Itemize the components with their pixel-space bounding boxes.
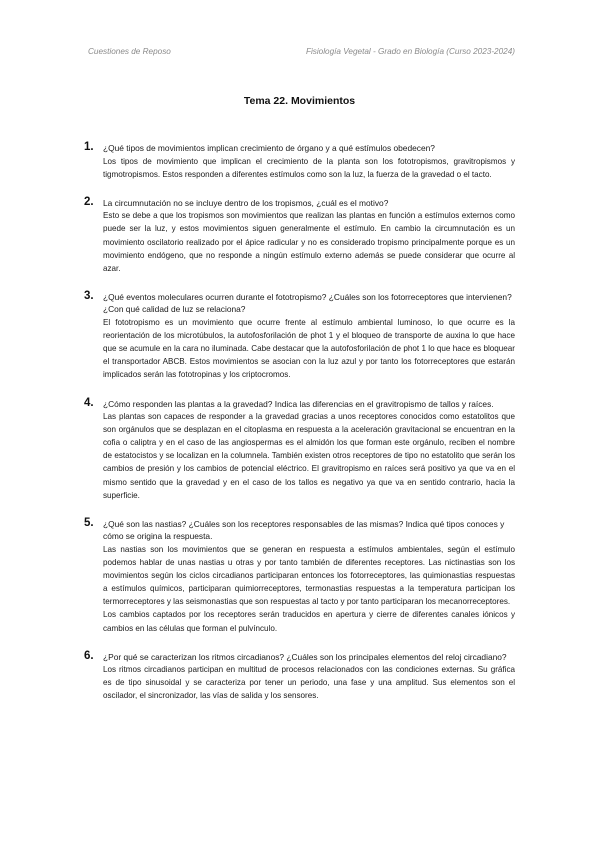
answer-paragraph: El fototropismo es un movimiento que ocurre frente al estímulo ambiental luminoso, lo que ocurre es la reorientación de los microtúbulos, la autofosforilación de phot 1 y el bloqueo de transporte de auxina lo que hace que se acumule en la cara no iluminada. Cabe destacar que la autofosforilación de phot 1 lo que hace es bloquear el transportador ABCB. Estos movimientos se asocian con la luz azul y por tanto los fotorreceptores que estarán implicados serán las fototropinas y los criptocromos. — [103, 318, 515, 380]
answer-paragraph: Las nastias son los movimientos que se generan en respuesta a estímulos ambientales, según el estímulo podemos hablar de unas nastias u otras y por tanto también de diferentes receptores. Las nictinastias son los movimientos según los ciclos circadianos participaran entonces los fotorreceptores, las quimionastias respuestas a estímulos químicos, participaran quimiorreceptores, termonastias respuestas a la temperatura participan los termorreceptores y las seismonastias que son respuestas al tacto y por tanto participaran los mecanorreceptores. — [103, 544, 515, 607]
question-block-5 — [84, 516, 515, 635]
question-block-6 — [84, 649, 515, 703]
question-number: 3. — [84, 289, 94, 302]
question-number: 2. — [84, 195, 94, 208]
answer-paragraph: Las plantas son capaces de responder a la gravedad gracias a unos receptores conocidos como estatolitos que son orgánulos que se desplazan en el citoplasma en respuesta a la aceleración gravitacional se encuentran en la cofia o caliptra y en el caso de las angiospermas es el almidón los que forman este orgánulo, reciben el nombre de estatocistos y se localizan en la columnela. También existen otros receptores de tipo no estatolito que serán los cambios de presión y los cambios de potencial eléctrico. El gravitropismo en raíces será positivo ya que va en el mismo sentido que la gravedad y en el caso de los tallos es negativo ya que va en sentido contrario, hacia la superficie. — [103, 412, 515, 500]
question-text: La circumnutación no se incluye dentro de los tropismos, ¿cuál es el motivo? — [103, 197, 389, 208]
document-title: Tema 22. Movimientos — [243, 95, 356, 107]
answer-paragraph: Los tipos de movimiento que implican el crecimiento de la planta son los fototropismos, gravitropismos y tigmotropismos. Estos responden a diferentes estímulos como son la luz, la fuerza de la gravedad o el tacto. — [103, 156, 515, 179]
question-block-4 — [84, 396, 515, 502]
answer-text — [103, 410, 515, 502]
question-number: 5. — [84, 516, 94, 529]
answer-text — [103, 155, 515, 181]
question-block-3 — [84, 289, 515, 382]
question-text: ¿Qué son las nastias? ¿Cuáles son los receptores responsables de las mismas? Indica qué tipos conoces y cómo se origina la respuesta. — [103, 518, 505, 542]
question-text: ¿Qué eventos moleculares ocurren durante el fototropismo? ¿Cuáles son los fotorreceptores que intervienen? ¿Con qué calidad de luz se relaciona? — [103, 291, 512, 315]
answer-text — [103, 543, 515, 635]
answer-paragraph: Los ritmos circadianos participan en multitud de procesos relacionados con las condiciones externas. Su gráfica es de tipo sinusoidal y se caracteriza por tener un periodo, una fase y una amplitud. Sus elementos son el oscilador, el sincronizador, las vías de salida y los sensores. — [103, 665, 515, 701]
answer-text — [103, 209, 515, 274]
answer-text — [103, 663, 515, 702]
header-right-text: Fisiología Vegetal - Grado en Biología (Curso 2023-2024) — [305, 47, 515, 56]
question-block-2 — [84, 195, 515, 275]
answer-text — [103, 316, 515, 381]
question-number: 4. — [84, 396, 94, 409]
page-header — [88, 47, 515, 56]
question-number: 6. — [84, 649, 94, 662]
answer-paragraph: Los cambios captados por los receptores serán traducidos en apertura y cierre de diferentes canales iónicos y cambios en las células que forman el pulvínculo. — [103, 610, 515, 633]
header-left-text: Cuestiones de Reposo — [88, 47, 171, 56]
question-text: ¿Cómo responden las plantas a la gravedad? Indica las diferencias en el gravitropismo de tallos y raíces. — [103, 398, 494, 409]
question-text: ¿Por qué se caracterizan los ritmos circadianos? ¿Cuáles son los principales elementos del reloj circadiano? — [103, 651, 507, 662]
questions-list — [84, 141, 515, 702]
answer-paragraph: Esto se debe a que los tropismos son movimientos que realizan las plantas en función a estímulos externos como puede ser la luz, y estos movimientos siguen generalmente el estímulo. En cambio la circumnutación es un movimiento oscilatorio realizado por el ápice radicular y no es considerado tropismo principalmente porque es un movimiento endógeno, que no responde a ningún estímulo externo además se puede considerar que ocurre al azar. — [103, 211, 515, 273]
question-text: ¿Qué tipos de movimientos implican crecimiento de órgano y a qué estímulos obedecen? — [103, 143, 435, 153]
question-block-1 — [84, 141, 515, 181]
question-number: 1. — [84, 141, 94, 153]
